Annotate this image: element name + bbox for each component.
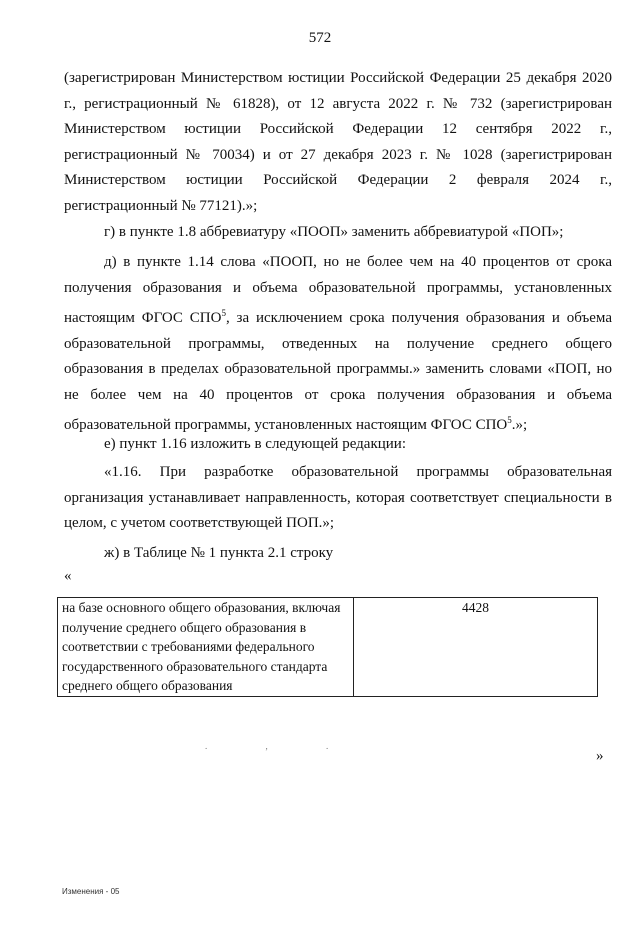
paragraph-item-zh: ж) в Таблице № 1 пункта 2.1 строку (104, 545, 334, 561)
closing-quote-mark: » (596, 748, 604, 764)
paragraph-item-g: г) в пункте 1.8 аббревиатуру «ПООП» заменить аббревиатурой «ПОП»; (104, 224, 564, 240)
opening-quote-mark: « (64, 568, 72, 584)
scan-specks: . , . (205, 741, 357, 751)
table-row-replacement (57, 597, 598, 697)
paragraph-item-d-part-1: д) в пункте 1.14 слова «ПООП, но не более чем на 40 процентов от срока получения образования и объема образовательной программы, установленных настоящим ФГОС СПО (64, 254, 612, 326)
table-row (58, 598, 598, 697)
paragraph-registration-continuation: (зарегистрирован Министерством юстиции Российской Федерации 25 декабря 2020 г., регистрационный № 61828), от 12 августа 2022 г. № 732 (зарегистрирован Министерством юстиции Российской Федерации 12 сентября 2022 г., регистрационный № 70034) и от 27 декабря 2023 г. № 1028 (зарегистрирован Министерством юстиции Российской Федерации 2 февраля 2024 г., регистрационный № 77121).»; (64, 70, 612, 214)
footnote-ref-5-second: 5 (507, 415, 512, 425)
paragraph-item-d-part-2: , за исключением срока получения образования и объема образовательной программы, отведенных на получение среднего общего образования в пределах образовательной программы.» заменить словами «ПОП, но не более чем на 40 процентов от срока получения образования и объема образовательной программы, установленных настоящим ФГОС СПО (64, 310, 612, 433)
paragraph-item-d-part-3: .»; (511, 417, 528, 433)
paragraph-item-e: е) пункт 1.16 изложить в следующей редакции: (104, 436, 406, 452)
table-cell-description: на базе основного общего образования, включая получение среднего общего образования в соответствии с требованиями федерального государственного образовательного стандарта среднего общего образования (58, 598, 354, 697)
paragraph-quoted-1-16: «1.16. При разработке образовательной программы образовательная организация устанавливает направленность, которая соответствует специальности в целом, с учетом соответствующей ПОП.»; (64, 464, 612, 531)
table-cell-value: 4428 (354, 598, 598, 697)
paragraph-item-d (64, 250, 612, 439)
footnote-ref-5: 5 (221, 308, 226, 318)
page-number: 572 (308, 30, 332, 46)
footer-revision-note: Изменения - 05 (62, 887, 120, 896)
